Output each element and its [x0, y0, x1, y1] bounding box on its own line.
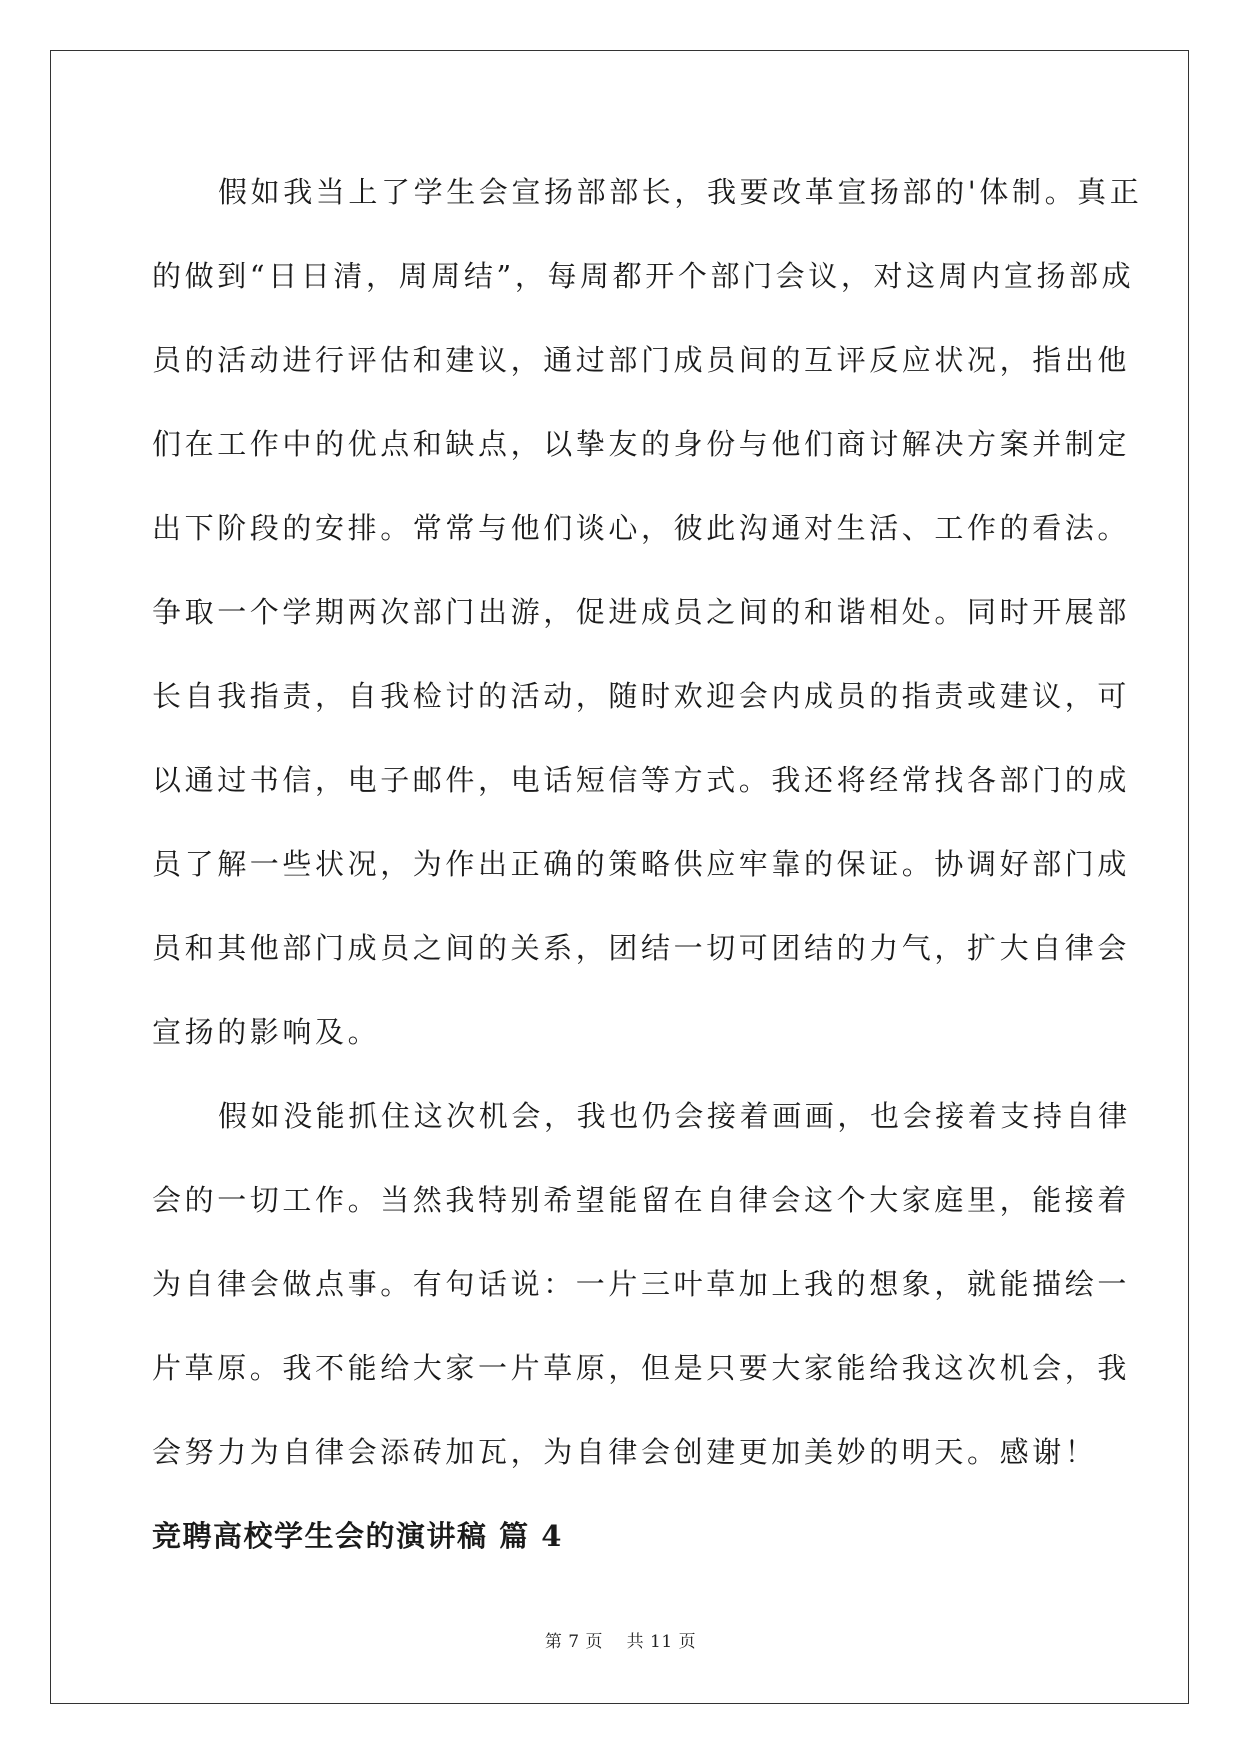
text-line: 以通过书信，电子邮件，电话短信等方式。我还将经常找各部门的成 — [152, 763, 1131, 797]
page-footer — [0, 1627, 1241, 1652]
text-line: 假如我当上了学生会宣扬部部长，我要改革宣扬部的'体制。真正 — [218, 175, 1143, 209]
text-line: 争取一个学期两次部门出游，促进成员之间的和谐相处。同时开展部 — [152, 595, 1131, 629]
text-line: 们在工作中的优点和缺点，以挚友的身份与他们商讨解决方案并制定 — [152, 427, 1131, 461]
text-line: 片草原。我不能给大家一片草原，但是只要大家能给我这次机会，我 — [152, 1351, 1131, 1385]
text-line: 为自律会做点事。有句话说：一片三叶草加上我的想象，就能描绘一 — [152, 1267, 1131, 1301]
paragraph-2 — [152, 1074, 1131, 1494]
text-line: 的做到“日日清，周周结”，每周都开个部门会议，对这周内宣扬部成 — [152, 259, 1135, 293]
text-line: 宣扬的影响及。 — [152, 1015, 381, 1049]
text-line: 员和其他部门成员之间的关系，团结一切可团结的力气，扩大自律会 — [152, 931, 1131, 965]
document-body — [152, 150, 1143, 1578]
page-total: 共 11 页 — [626, 1632, 697, 1652]
text-line: 员的活动进行评估和建议，通过部门成员间的互评反应状况，指出他 — [152, 343, 1131, 377]
text-line: 员了解一些状况，为作出正确的策略供应牢靠的保证。协调好部门成 — [152, 847, 1131, 881]
section-heading: 竞聘高校学生会的演讲稿 篇 4 — [152, 1519, 563, 1553]
paragraph-1 — [152, 150, 1143, 1074]
page-number: 第 7 页 — [544, 1632, 604, 1652]
text-line: 假如没能抓住这次机会，我也仍会接着画画，也会接着支持自律 — [218, 1099, 1131, 1133]
text-line: 长自我指责，自我检讨的活动，随时欢迎会内成员的指责或建议，可 — [152, 679, 1131, 713]
text-line: 会的一切工作。当然我特别希望能留在自律会这个大家庭里，能接着 — [152, 1183, 1131, 1217]
text-line: 出下阶段的安排。常常与他们谈心，彼此沟通对生活、工作的看法。 — [152, 511, 1131, 545]
text-line: 会努力为自律会添砖加瓦，为自律会创建更加美妙的明天。感谢！ — [152, 1435, 1098, 1469]
